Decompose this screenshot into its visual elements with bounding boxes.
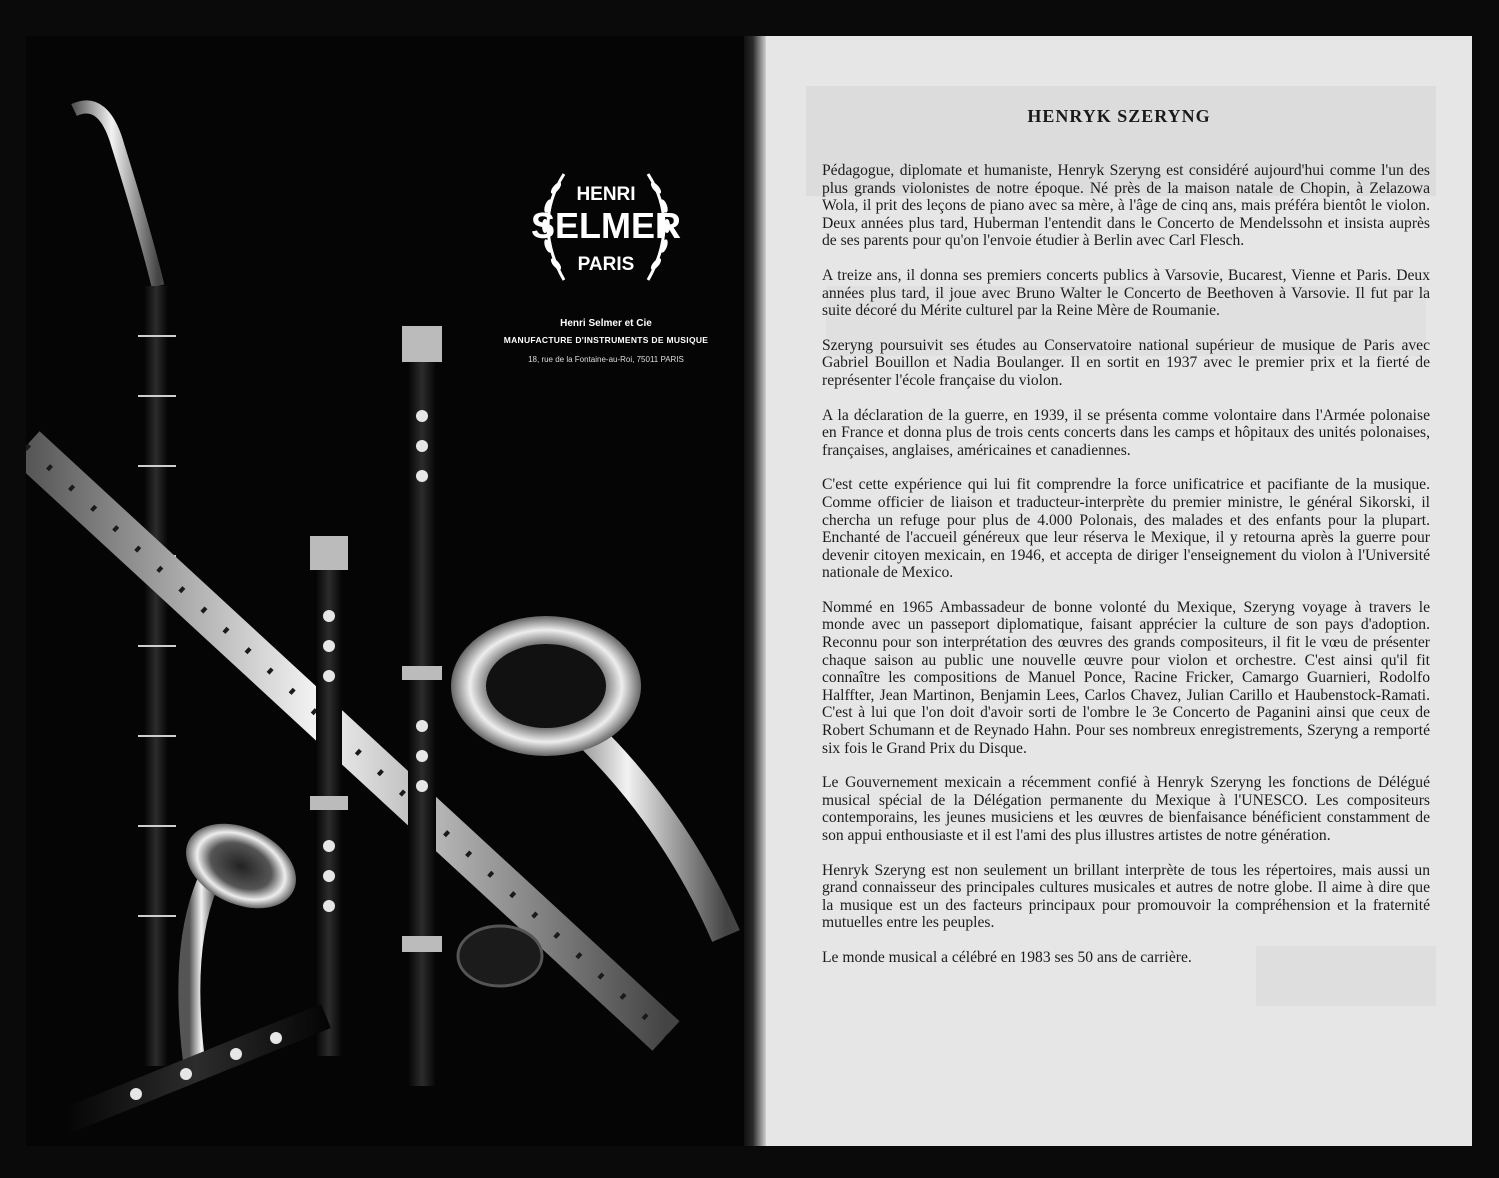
bass-clarinet-neck [74, 107, 158, 286]
bass-clarinet-body [144, 286, 168, 1066]
brochure-spread [26, 36, 1472, 1146]
selmer-advert-page [26, 36, 744, 1146]
biography-text [822, 162, 1430, 984]
paragraph: Le monde musical a célébré en 1983 ses 50 ans de carrière. [822, 948, 1192, 966]
paragraph: C'est cette expérience qui lui fit comprendre la force unificatrice et pacifiante de la musique. Comme officier de liaison et traducteur-interprète du premier ministre, le général Sikorski, il chercha un refuge pour plus de 4.000 Polonais, des malades et des enfants pour la plupart. Enchanté de l'accueil généreux que leur réserva le Mexique, il y retourna après la guerre pour devenir citoyen mexicain, en 1946, et accepta de diriger l'enseignement du violon à l'Université nationale de Mexico. [822, 476, 1430, 582]
page-title: HENRYK SZERYNG [1027, 106, 1211, 127]
paragraph: Le Gouvernement mexicain a récemment confié à Henryk Szeryng les fonctions de Délégué musical spécial de la Délégation permanente du Mexique à l'UNESCO. Les compositeurs contemporains, les jeunes musiciens et les œuvres de bienfaisance bénéficient constamment de son appui enthousiaste et il est l'ami des plus illustres artistes de notre génération. [822, 774, 1430, 844]
clarinet-bell [458, 926, 542, 986]
logo-selmer: SELMER [530, 205, 682, 246]
paragraph: A treize ans, il donna ses premiers concerts publics à Varsovie, Bucarest, Vienne et Paris. Deux années plus tard, il joue avec Bruno Walter le Concerto de Beethoven à Varsovie. Il fut par la suite décoré du Mérite culturel par la Reine Mère de Roumanie. [822, 266, 1430, 320]
selmer-logo-block [496, 154, 716, 364]
paragraph: Henryk Szeryng est non seulement un brillant interprète de tous les répertoires, mais aussi un grand connaisseur des principales cultures musicales et autres de notre globe. Il aime à dire que la musique est un des facteurs principaux pour promouvoir la compréhension et la fraternité mutuelles entre les peuples. [822, 861, 1430, 932]
logo-henri: HENRI [576, 184, 636, 205]
selmer-laurel-logo [526, 154, 686, 304]
company-address: 18, rue de la Fontaine-au-Roi, 75011 PARIS [528, 355, 684, 364]
paragraph: A la déclaration de la guerre, en 1939, il se présenta comme volontaire dans l'Armée polonaise en France et donna plus de trois cents concerts dans les camps et hôpitaux des unités polonaises, françaises, anglaises, américaines et canadiennes. [822, 406, 1430, 459]
page-gutter [744, 36, 766, 1146]
company-tagline: MANUFACTURE D'INSTRUMENTS DE MUSIQUE [503, 335, 709, 345]
company-name: Henri Selmer et Cie [560, 318, 652, 329]
paragraph: Szeryng poursuivit ses études au Conservatoire national supérieur de musique de Paris avec Gabriel Bouillon et Nadia Boulanger. Il en sortit en 1937 avec le premier prix et la fierté de représenter l'école française du violon. [822, 336, 1430, 389]
paragraph: Nommé en 1965 Ambassadeur de bonne volonté du Mexique, Szeryng voyage à travers le monde avec un passeport diplomatique, faisant apprécier la culture de son pays d'adoption. Reconnu pour son interprétation des œuvres des grands compositeurs, il fit le vœu de présenter chaque saison au public une nouvelle œuvre pour violon et orchestre. C'est ainsi qu'il fit connaître les compositions de Manuel Ponce, Racine Fricker, Camargo Guarnieri, Rodolfo Halffter, Jean Martinon, Benjamin Lees, Carlos Chavez, Julian Carillo et Haubenstock-Ramati. C'est à lui que l'on doit d'avoir sorti de l'ombre le 3e Concerto de Paganini ainsi que ceux de Robert Schumann et de Reynado Hahn. Pour ses nombreux enregistrements, Szeryng a remporté six fois le Grand Prix du Disque. [822, 598, 1430, 757]
paragraph: Pédagogue, diplomate et humaniste, Henryk Szeryng est considéré aujourd'hui comme l'un des plus grands violonistes de notre époque. Né près de la maison natale de Chopin, à Zelazowa Wola, il prit des leçons de piano avec sa mère, à l'âge de cinq ans, mais préféra bientôt le violon. Deux années plus tard, Huberman l'entendit dans le Concerto de Mendelssohn et insista auprès de ses parents pour qu'on l'envoie étudier à Berlin avec Carl Flesch. [822, 162, 1430, 250]
biography-page [766, 36, 1472, 1146]
company-info [496, 318, 716, 364]
logo-paris: PARIS [577, 254, 635, 275]
